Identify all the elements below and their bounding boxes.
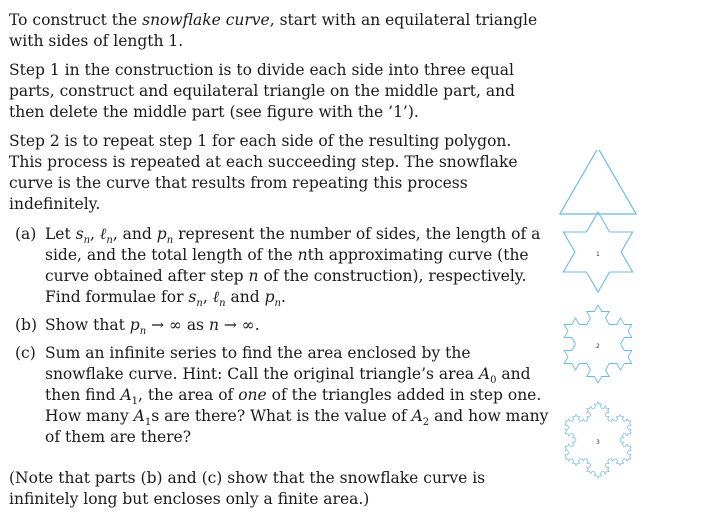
part-a bbox=[9, 224, 549, 308]
note-paragraph: (Note that parts (b) and (c) show that the snowflake curve is infinitely long but encloses only a finite area.) bbox=[9, 469, 486, 508]
part-b bbox=[9, 315, 549, 336]
problem-text bbox=[9, 10, 549, 518]
part-c bbox=[9, 343, 549, 448]
figure-step-3 bbox=[548, 395, 713, 485]
snowflake-2-figure bbox=[548, 300, 713, 390]
snowflake-figures bbox=[548, 150, 713, 495]
part-c-body: Sum an infinite series to find the area enclosed by the snowflake curve. Hint: Call the original triangle’s area $A_0$ and then find $A_1$, the area of one of the triangles added in step one. How many $A_1s$ are there? What is the value of $A_2$ and how many of them are there? bbox=[45, 344, 549, 446]
step2-paragraph: Step 2 is to repeat step 1 for each side of the resulting polygon. This process is repeated at each succeeding step. The snowflake curve is the curve that results from repeating this process indefinitely. bbox=[9, 132, 518, 213]
figure-label-2: 2 bbox=[596, 343, 600, 350]
step1-paragraph: Step 1 in the construction is to divide each side into three equal parts, construct and equilateral triangle on the middle part, and then delete the middle part (see figure with the ’1’). bbox=[9, 61, 515, 121]
snowflake-3-figure bbox=[548, 395, 713, 485]
part-b-label: (b) bbox=[15, 316, 38, 334]
parts-list bbox=[9, 224, 549, 448]
koch-step-0-curve bbox=[560, 150, 636, 214]
star-figure bbox=[548, 208, 713, 298]
part-c-label: (c) bbox=[15, 344, 36, 362]
figure-step-1 bbox=[548, 208, 713, 298]
figure-step-2 bbox=[548, 300, 713, 390]
figure-label-3: 3 bbox=[596, 439, 600, 446]
intro-paragraph: To construct the snowflake curve, start with an equilateral triangle with sides of length 1. bbox=[9, 11, 538, 50]
part-b-body: Show that $p_n$ → ∞ as n → ∞. bbox=[45, 316, 260, 338]
part-a-body: Let $s_n$, ℓ$_n$, and $p_n$ represent the number of sides, the length of a side, and the total length of the nth approximating curve (the curve obtained after step n of the construction), respectively. Find formulae for $s_n$, ℓ$_n$ and $p_n$. bbox=[45, 225, 541, 310]
figure-label-1: 1 bbox=[596, 251, 600, 258]
part-a-label: (a) bbox=[15, 225, 37, 243]
snowflake-term: snowflake curve bbox=[142, 11, 270, 29]
